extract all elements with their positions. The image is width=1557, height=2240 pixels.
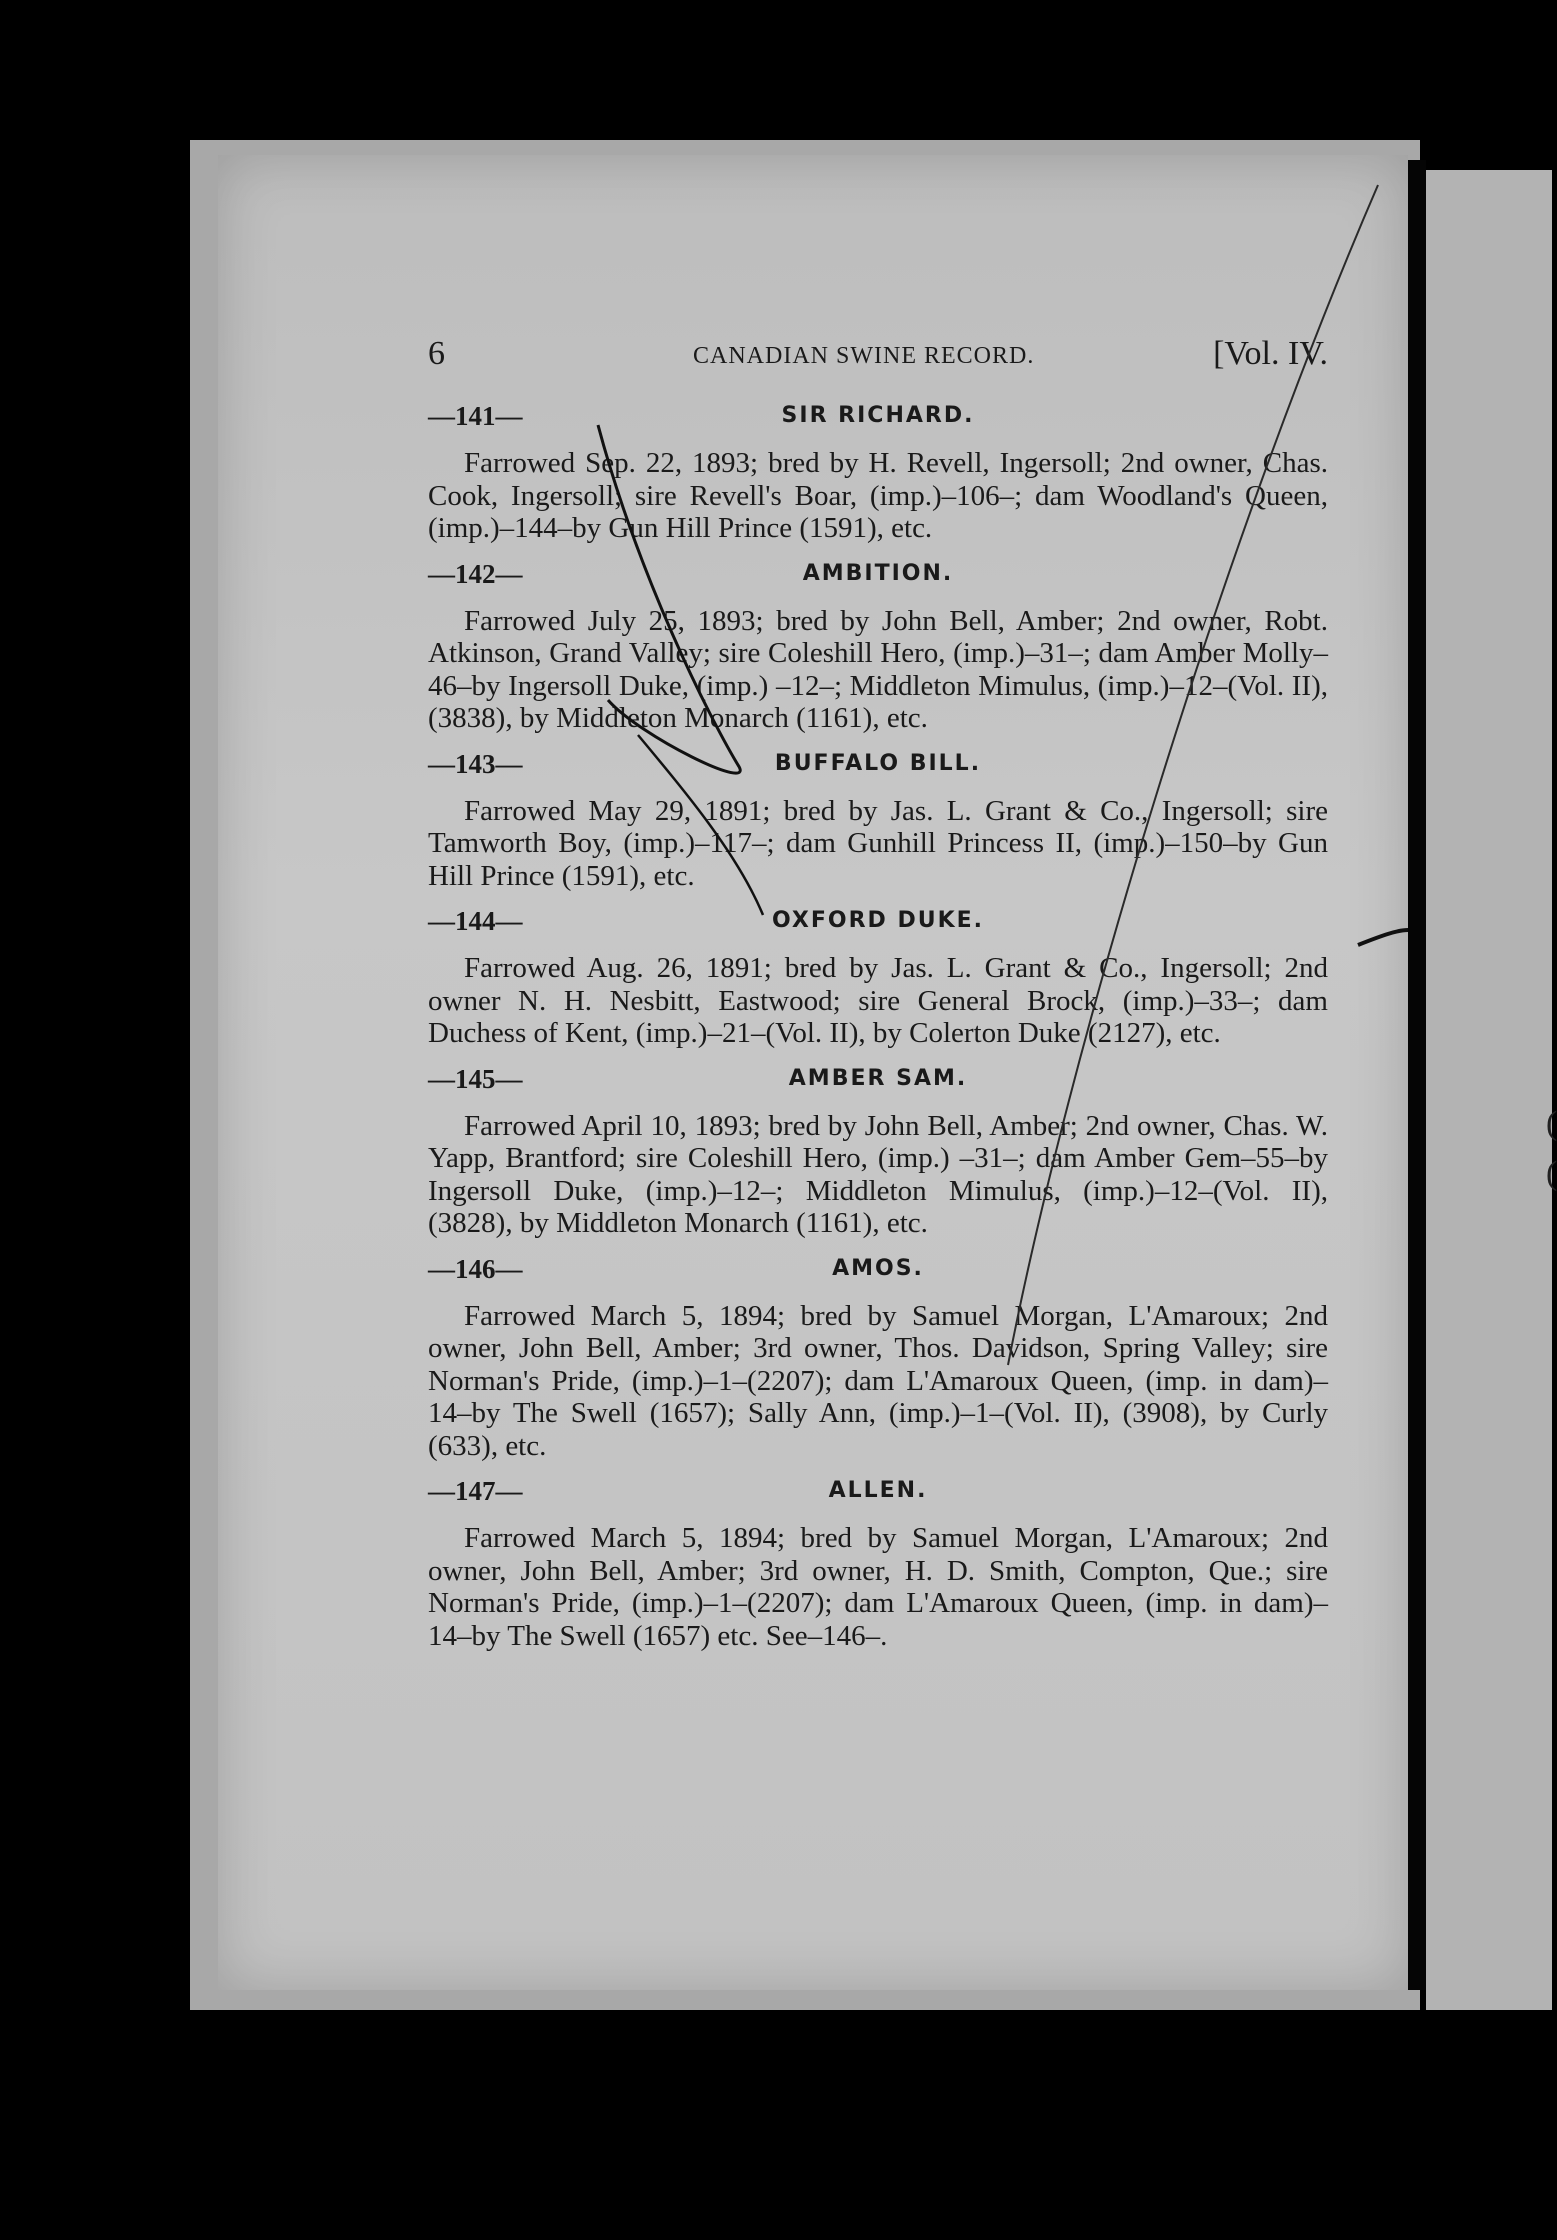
page-number: 6: [428, 335, 445, 372]
entry-name: AMBITION.: [802, 560, 954, 586]
entry-number: —144—: [428, 906, 523, 936]
entry-text: Farrowed Aug. 26, 1891; bred by Jas. L. Grant & Co., Ingersoll; 2nd owner N. H. Nesbitt, Eastwood; sire General Brock, (imp.)–33–; dam Duchess of Kent, (imp.)–21–(Vol. II), by Colerton Duke (2127), etc.: [428, 952, 1328, 1049]
entry-number: —141—: [428, 401, 523, 431]
pencil-marks: [218, 155, 1408, 1990]
pencil-stroke-left: [598, 425, 740, 773]
adjacent-page-glyph: (: [1546, 1155, 1557, 1192]
entry-name: OXFORD DUKE.: [771, 908, 985, 933]
entry-text: Farrowed July 25, 1893; bred by John Bell, Amber; 2nd owner, Robt. Atkinson, Grand Valley; sire Coleshill Hero, (imp.)–31–; dam Amber Molly–46–by Ingersoll Duke, (imp.) –12–; Middleton Mimulus, (imp.)–12–(Vol. II), (3838), by Middleton Monarch (1161), etc.: [428, 604, 1328, 734]
book-gutter: [1408, 160, 1426, 1990]
adjacent-page: [1426, 170, 1557, 2010]
entry-name: ALLEN.: [828, 1478, 928, 1503]
pencil-stroke-edge: [1358, 930, 1408, 945]
entry-name: BUFFALO BILL.: [774, 750, 982, 776]
volume-label: [Vol. IV.: [1213, 335, 1328, 372]
scanned-page: [218, 155, 1408, 1990]
entry-number: —145—: [428, 1063, 523, 1094]
entry-name: AMBER SAM.: [788, 1065, 968, 1091]
entry-text: Farrowed May 29, 1891; bred by Jas. L. Grant & Co., Ingersoll; sire Tamworth Boy, (imp.)–117–; dam Gunhill Princess II, (imp.)–150–by Gun Hill Prince (1591), etc.: [428, 794, 1328, 892]
entry-number: —147—: [428, 1476, 523, 1506]
pencil-stroke-right: [1008, 185, 1378, 1365]
entry-text: Farrowed April 10, 1893; bred by John Bell, Amber; 2nd owner, Chas. W. Yapp, Brantford; sire Coleshill Hero, (imp.) –31–; dam Amber Gem–55–by Ingersoll Duke, (imp.)–12–; Middleton Mimulus, (imp.)–12–(Vol. II), (3828), by Middleton Monarch (1161), etc.: [428, 1109, 1328, 1239]
entry-text: Farrowed March 5, 1894; bred by Samuel Morgan, L'Amaroux; 2nd owner, John Bell, Amber; 3rd owner, Thos. Davidson, Spring Valley; sire Norman's Pride, (imp.)–1–(2207); dam L'Amaroux Queen, (imp. in dam)–14–by The Swell (1657); Sally Ann, (imp.)–1–(Vol. II), (3908), by Curly (633), etc.: [428, 1299, 1328, 1462]
entry-number: —143—: [428, 748, 523, 779]
entry-text: Farrowed March 5, 1894; bred by Samuel Morgan, L'Amaroux; 2nd owner, John Bell, Amber; 3rd owner, H. D. Smith, Compton, Que.; sire Norman's Pride, (imp.)–1–(2207); dam L'Amaroux Queen, (imp. in dam)–14–by The Swell (1657) etc. See–146–.: [428, 1522, 1328, 1652]
entry-name: SIR RICHARD.: [781, 403, 975, 428]
entry-number: —142—: [428, 558, 523, 589]
running-title: CANADIAN SWINE RECORD.: [693, 343, 1035, 369]
entry-text: Farrowed Sep. 22, 1893; bred by H. Revell, Ingersoll; 2nd owner, Chas. Cook, Ingersoll; sire Revell's Boar, (imp.)–106–; dam Woodland's Queen, (imp.)–144–by Gun Hill Prince (1591), etc.: [428, 447, 1328, 544]
entry-name: AMOS.: [832, 1255, 924, 1281]
adjacent-page-glyph: (: [1546, 1105, 1557, 1142]
entry-number: —146—: [428, 1253, 523, 1284]
